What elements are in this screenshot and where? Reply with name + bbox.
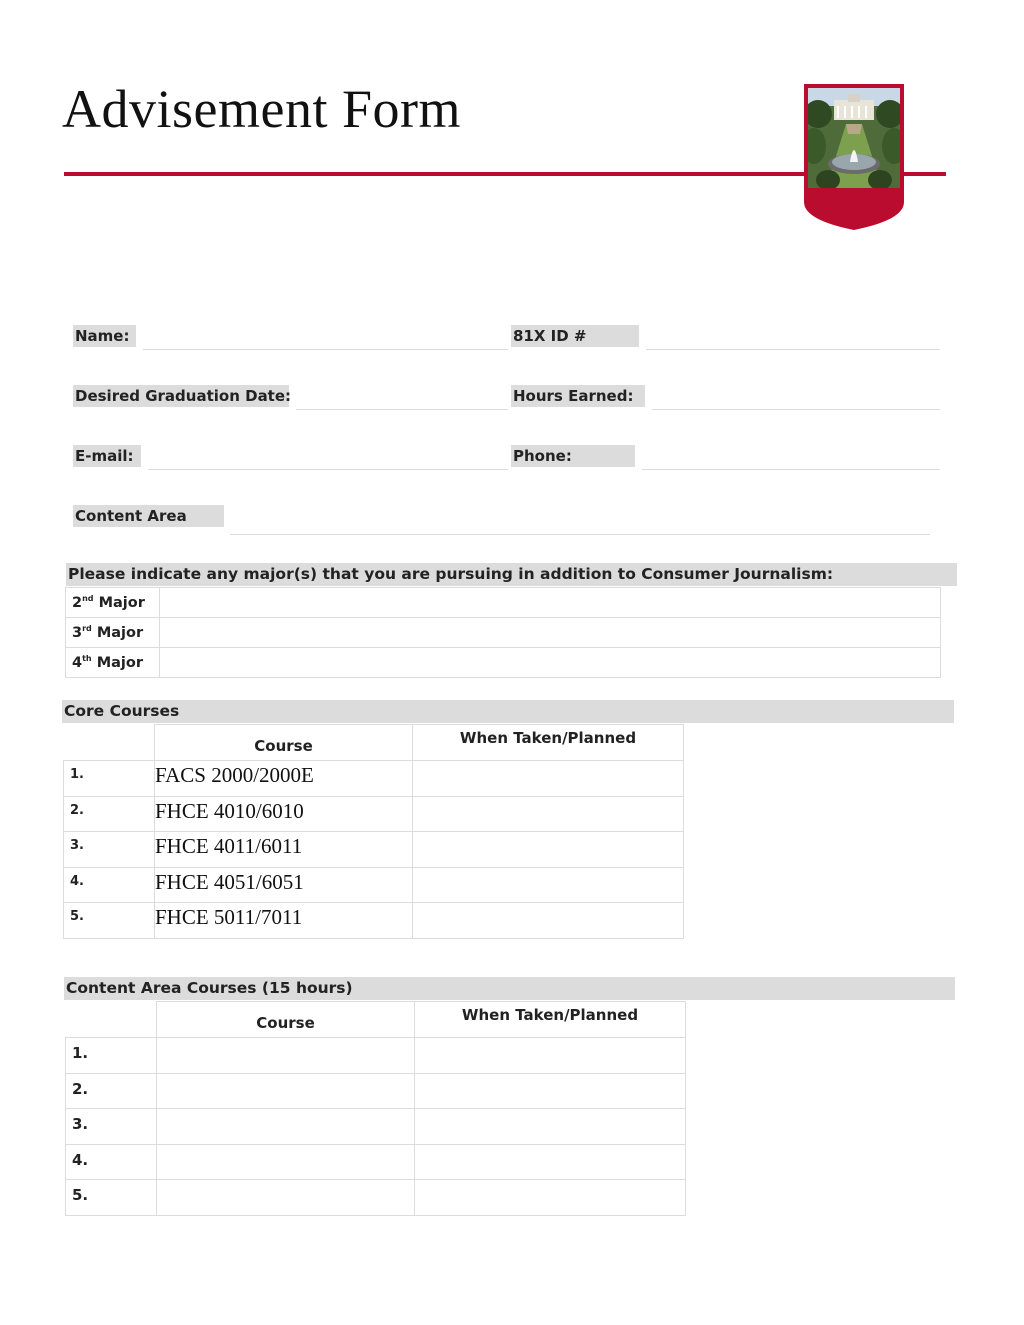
phone-field[interactable] (642, 442, 940, 470)
name-label: Name: (73, 325, 136, 347)
when-field[interactable] (415, 1073, 686, 1109)
table-row: 5. (66, 1180, 686, 1216)
table-row (66, 648, 941, 678)
table-row: 3. (66, 1109, 686, 1145)
table-row: 4. (66, 1144, 686, 1180)
when-field[interactable] (413, 867, 684, 903)
id-field[interactable] (646, 322, 940, 350)
hours-label: Hours Earned: (511, 385, 645, 407)
table-row (66, 618, 941, 648)
email-label: E-mail: (73, 445, 141, 467)
majors-table (65, 587, 941, 678)
phone-label: Phone: (511, 445, 635, 467)
when-field[interactable] (415, 1109, 686, 1145)
course-field[interactable] (157, 1038, 415, 1074)
major-label: 4th Major (66, 648, 160, 678)
table-row: 3. FHCE 4011/6011 (64, 832, 684, 868)
major-label: 2nd Major (66, 588, 160, 618)
when-field[interactable] (413, 832, 684, 868)
core-courses-table (63, 724, 684, 939)
when-field[interactable] (413, 903, 684, 939)
table-row: 1. (66, 1038, 686, 1074)
page-title: Advisement Form (62, 79, 461, 139)
majors-banner: Please indicate any major(s) that you are pursuing in addition to Consumer Journalism: (66, 563, 957, 586)
id-label: 81X ID # (511, 325, 639, 347)
col-when-header: When Taken/Planned (413, 725, 684, 761)
table-row: 4. FHCE 4051/6051 (64, 867, 684, 903)
table-row: 2. (66, 1073, 686, 1109)
when-field[interactable] (415, 1038, 686, 1074)
third-major-field[interactable] (160, 618, 941, 648)
table-row (66, 588, 941, 618)
fourth-major-field[interactable] (160, 648, 941, 678)
table-header-row (64, 725, 684, 761)
content-courses-banner: Content Area Courses (15 hours) (64, 977, 955, 1000)
col-course-header: Course (157, 1002, 415, 1038)
course-field[interactable] (157, 1180, 415, 1216)
course-cell: FHCE 4051/6051 (155, 867, 413, 903)
course-cell: FACS 2000/2000E (155, 761, 413, 797)
when-field[interactable] (413, 796, 684, 832)
when-field[interactable] (415, 1144, 686, 1180)
major-label: 3rd Major (66, 618, 160, 648)
email-field[interactable] (148, 442, 508, 470)
table-row: 1. FACS 2000/2000E (64, 761, 684, 797)
grad-date-label: Desired Graduation Date: (75, 387, 292, 405)
name-field[interactable] (143, 322, 508, 350)
table-row: 2. FHCE 4010/6010 (64, 796, 684, 832)
table-row: 5. FHCE 5011/7011 (64, 903, 684, 939)
content-area-field[interactable] (230, 507, 930, 535)
course-field[interactable] (157, 1073, 415, 1109)
content-courses-table (65, 1001, 686, 1216)
when-field[interactable] (413, 761, 684, 797)
course-cell: FHCE 4010/6010 (155, 796, 413, 832)
core-courses-banner: Core Courses (62, 700, 954, 723)
second-major-field[interactable] (160, 588, 941, 618)
hours-field[interactable] (652, 382, 940, 410)
when-field[interactable] (415, 1180, 686, 1216)
course-field[interactable] (157, 1144, 415, 1180)
course-field[interactable] (157, 1109, 415, 1145)
grad-date-field[interactable] (296, 382, 508, 410)
content-area-label: Content Area (73, 505, 224, 527)
course-cell: FHCE 5011/7011 (155, 903, 413, 939)
col-course-header: Course (155, 725, 413, 761)
table-header-row (66, 1002, 686, 1038)
course-cell: FHCE 4011/6011 (155, 832, 413, 868)
university-crest-logo (804, 84, 904, 230)
col-when-header: When Taken/Planned (415, 1002, 686, 1038)
